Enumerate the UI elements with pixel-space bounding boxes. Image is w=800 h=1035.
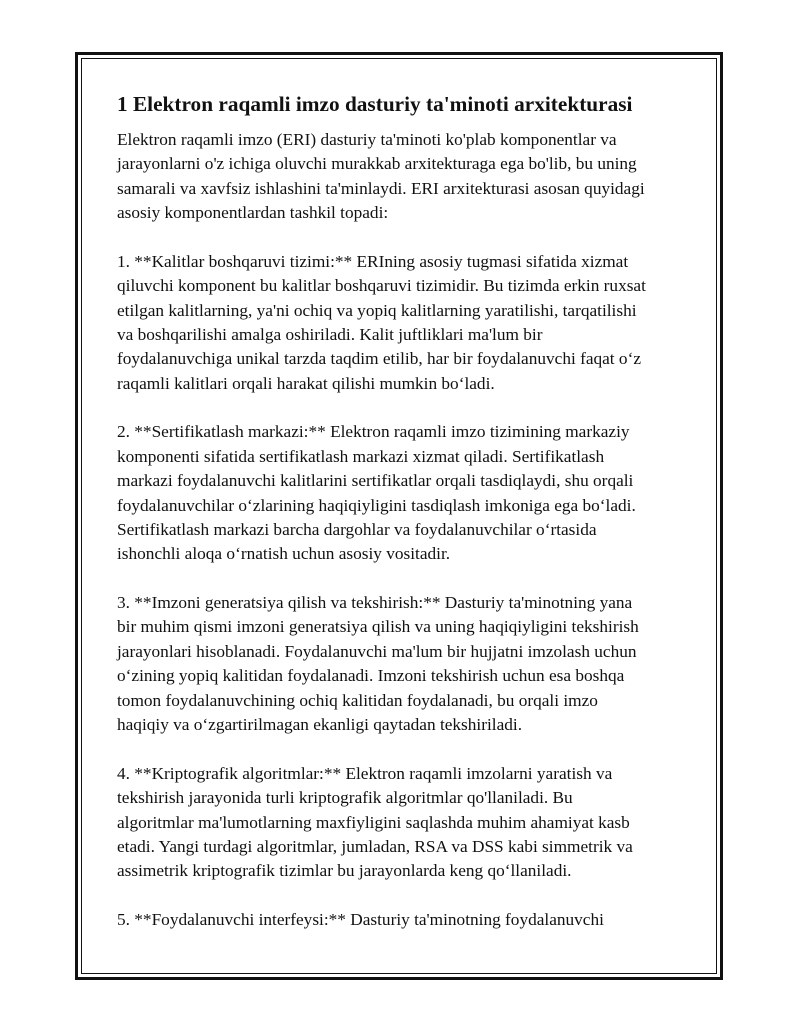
text-line: 4. **Kriptografik algoritmlar:** Elektron raqamli imzolarni yaratish va (117, 763, 613, 783)
text-line: qiluvchi komponent bu kalitlar boshqaruvi tizimidir. Bu tizimda erkin ruxsat (117, 276, 646, 296)
text-line: ishonchli aloqa o‘rnatish uchun asosiy vositadir. (117, 544, 451, 564)
text-line: komponenti sifatida sertifikatlash markazi xizmat qiladi. Sertifikatlash (117, 446, 605, 466)
text-line: Elektron raqamli imzo (ERI) dasturiy ta'minoti ko'plab komponentlar va (117, 130, 617, 149)
intro-paragraph (117, 128, 697, 226)
section-heading: 1 Elektron raqamli imzo dasturiy ta'minoti arxitekturasi (117, 92, 633, 116)
text-line: 2. **Sertifikatlash markazi:** Elektron raqamli imzo tizimining markaziy (117, 422, 630, 442)
list-item-signature-generation (117, 591, 697, 737)
list-item-cryptographic-algorithms (117, 762, 697, 884)
text-line: jarayonlari hisoblanadi. Foydalanuvchi ma'lum bir hujjatni imzolash uchun (117, 641, 637, 661)
text-line: algoritmlar ma'lumotlarning maxfiyligini saqlashda muhim ahamiyat kasb (117, 812, 630, 832)
text-line: etadi. Yangi turdagi algoritmlar, jumladan, RSA va DSS kabi simmetrik va (117, 836, 633, 856)
text-line: samarali va xavfsiz ishlashini ta'minlaydi. ERI arxitekturasi asosan quyidagi (117, 178, 645, 198)
text-line: va boshqarilishi amalga oshiriladi. Kalit juftliklari ma'lum bir (117, 325, 543, 345)
document-body (117, 90, 697, 957)
list-item-user-interface (117, 908, 697, 932)
text-line: tomon foydalanuvchining ochiq kalitidan foydalanadi, bu orqali imzo (117, 690, 598, 710)
text-line: bir muhim qismi imzoni generatsiya qilish va uning haqiqiyligini tekshirish (117, 617, 639, 637)
text-line: asosiy komponentlardan tashkil topadi: (117, 203, 389, 223)
text-line: markazi foydalanuvchi kalitlarini sertifikatlar orqali tasdiqlaydi, shu orqali (117, 471, 634, 491)
text-line: assimetrik kriptografik tizimlar bu jarayonlarda keng qo‘llaniladi. (117, 861, 572, 881)
text-line: jarayonlarni o'z ichiga oluvchi murakkab arxitekturaga ega bo'lib, bu uning (117, 154, 637, 174)
text-line: tekshirish jarayonida turli kriptografik algoritmlar qo'llaniladi. Bu (117, 788, 573, 808)
text-line: foydalanuvchilar o‘zlarining haqiqiyligini tasdiqlash imkoniga ega bo‘ladi. (117, 495, 636, 515)
text-line: o‘zining yopiq kalitidan foydalanadi. Imzoni tekshirish uchun esa boshqa (117, 666, 625, 686)
text-line: haqiqiy va o‘zgartirilmagan ekanligi qaytadan tekshiriladi. (117, 715, 523, 735)
list-item-certification-center (117, 420, 697, 566)
text-line: Sertifikatlash markazi barcha dargohlar va foydalanuvchilar o‘rtasida (117, 520, 597, 540)
text-line: 5. **Foydalanuvchi interfeysi:** Dasturiy ta'minotning foydalanuvchi (117, 909, 604, 929)
text-line: foydalanuvchiga unikal tarzda taqdim etilib, har bir foydalanuvchi faqat o‘z (117, 349, 641, 369)
list-item-key-management (117, 250, 697, 396)
text-line: 3. **Imzoni generatsiya qilish va tekshirish:** Dasturiy ta'minotning yana (117, 593, 633, 613)
text-line: 1. **Kalitlar boshqaruvi tizimi:** ERIning asosiy tugmasi sifatida xizmat (117, 251, 629, 271)
text-line: raqamli kalitlari orqali harakat qilishi mumkin bo‘ladi. (117, 373, 495, 393)
text-line: etilgan kalitlarning, ya'ni ochiq va yopiq kalitlarning yaratilishi, tarqatilishi (117, 300, 637, 320)
